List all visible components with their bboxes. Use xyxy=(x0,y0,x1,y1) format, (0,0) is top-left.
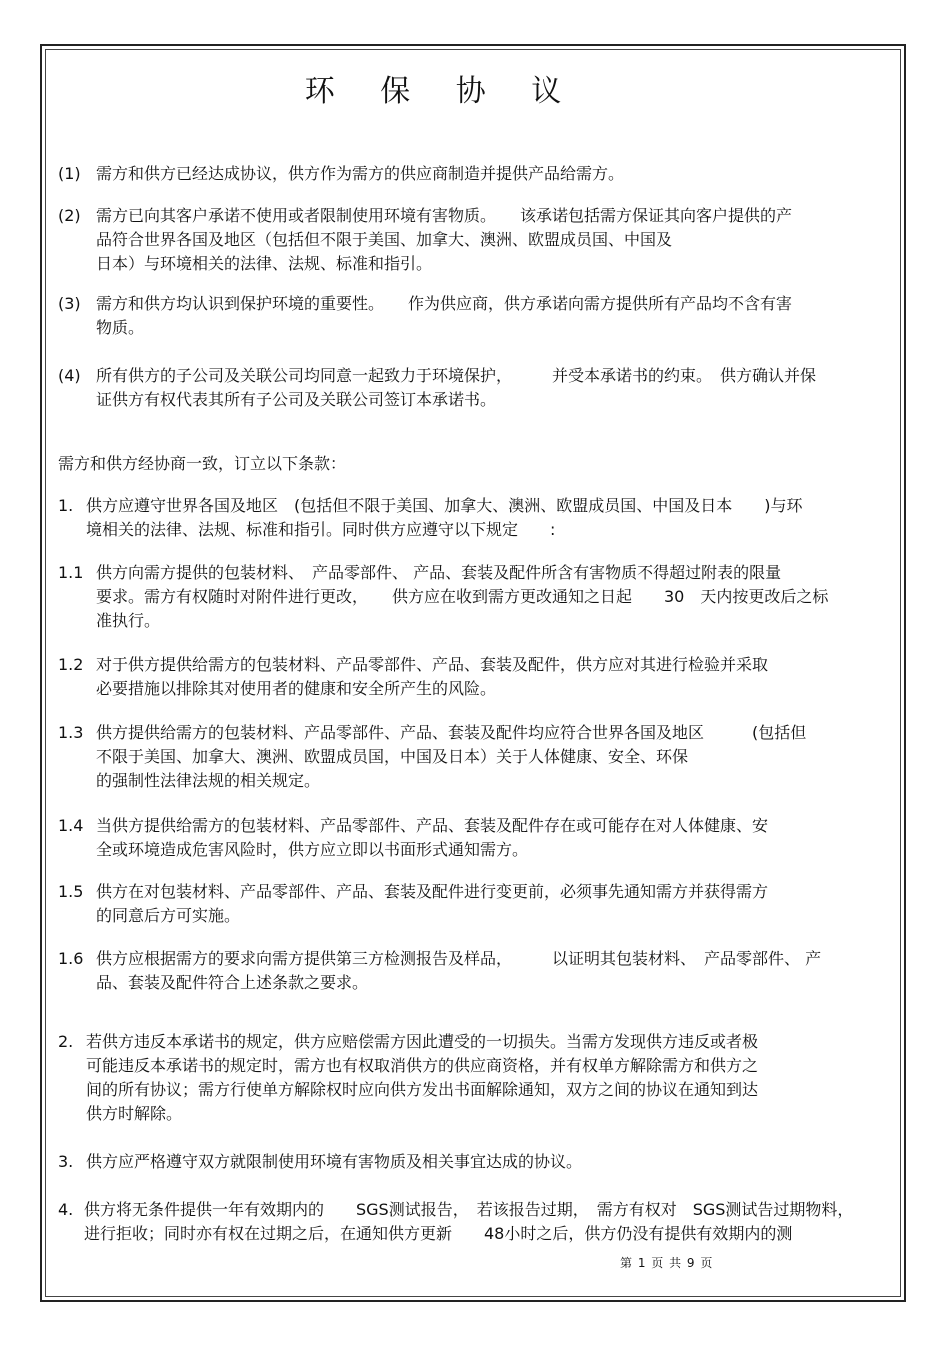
clause-line: 准执行。 xyxy=(96,611,161,630)
intro-item-3 xyxy=(58,292,888,340)
intro-item-number: (3) xyxy=(58,294,81,313)
intro-item-number: (1) xyxy=(58,164,81,183)
clause-line: 若供方违反本承诺书的规定，供方应赔偿需方因此遭受的一切损失。当需方发现供方违反或者极 xyxy=(86,1032,759,1051)
clause-number: 2. xyxy=(58,1032,74,1051)
intro-item-line: 品符合世界各国及地区（包括但不限于美国、加拿大、澳洲、欧盟成员国、中国及 xyxy=(96,230,673,249)
intro-item-line: 需方已向其客户承诺不使用或者限制使用环境有害物质。 该承诺包括需方保证其向客户提供的产 xyxy=(96,206,793,225)
clause-line: 要求。需方有权随时对附件进行更改， 供方应在收到需方更改通知之日起 30 天内按更改后之标 xyxy=(96,587,829,606)
clause-number: 4. xyxy=(58,1200,74,1219)
clause-line: 进行拒收；同时亦有权在过期之后，在通知供方更新 48小时之后，供方仍没有提供有效期内的测 xyxy=(84,1224,793,1243)
clause-number: 1.5 xyxy=(58,882,84,901)
clause-3 xyxy=(58,1150,893,1174)
agreement-intro-text: 需方和供方经协商一致，订立以下条款： xyxy=(58,454,347,473)
agreement-intro xyxy=(58,452,888,476)
clause-1 xyxy=(58,494,893,542)
clause-number: 1.3 xyxy=(58,723,84,742)
clause-number: 1.6 xyxy=(58,949,84,968)
intro-item-line: 所有供方的子公司及关联公司均同意一起致力于环境保护， 并受本承诺书的约束。 供方确认并保 xyxy=(96,366,817,385)
clause-line: 当供方提供给需方的包装材料、产品零部件、产品、套装及配件存在或可能存在对人体健康、安 xyxy=(96,816,769,835)
clause-line: 的同意后方可实施。 xyxy=(96,906,241,925)
clause-1-3 xyxy=(58,721,893,793)
intro-item-4 xyxy=(58,364,888,412)
intro-item-2 xyxy=(58,204,888,276)
clause-1-4 xyxy=(58,814,893,862)
clause-line: 对于供方提供给需方的包装材料、产品零部件、产品、套装及配件，供方应对其进行检验并采取 xyxy=(96,655,769,674)
document-title: 环 保 协 议 xyxy=(304,74,580,109)
intro-item-number: (2) xyxy=(58,206,81,225)
clause-line: 供方应遵守世界各国及地区 (包括但不限于美国、加拿大、澳洲、欧盟成员国、中国及日本 )与环 xyxy=(86,496,803,515)
clause-number: 1.1 xyxy=(58,563,84,582)
clause-number: 1.4 xyxy=(58,816,84,835)
clause-number: 1. xyxy=(58,496,74,515)
clause-1-2 xyxy=(58,653,893,701)
clause-line: 必要措施以排除其对使用者的健康和安全所产生的风险。 xyxy=(96,679,497,698)
clause-number: 1.2 xyxy=(58,655,84,674)
clause-line: 供方在对包装材料、产品零部件、产品、套装及配件进行变更前，必须事先通知需方并获得需方 xyxy=(96,882,769,901)
clause-line: 供方时解除。 xyxy=(86,1104,183,1123)
intro-item-line: 日本）与环境相关的法律、法规、标准和指引。 xyxy=(96,254,433,273)
clause-line: 品、套装及配件符合上述条款之要求。 xyxy=(96,973,369,992)
intro-item-1 xyxy=(58,162,888,186)
clause-1-6 xyxy=(58,947,893,995)
clause-2 xyxy=(58,1030,893,1126)
clause-line: 供方将无条件提供一年有效期内的 SGS测试报告， 若该报告过期， 需方有权对 SGS测试告过期物料， xyxy=(84,1200,854,1219)
clause-line: 供方应根据需方的要求向需方提供第三方检测报告及样品， 以证明其包装材料、 产品零部件、 产 xyxy=(96,949,822,968)
page-footer: 第 1 页 共 9 页 xyxy=(620,1256,714,1270)
clause-line: 可能违反本承诺书的规定时，需方也有权取消供方的供应商资格，并有权单方解除需方和供方之 xyxy=(86,1056,759,1075)
clause-1-5 xyxy=(58,880,893,928)
intro-item-line: 需方和供方已经达成协议，供方作为需方的供应商制造并提供产品给需方。 xyxy=(96,164,625,183)
clause-line: 供方向需方提供的包装材料、 产品零部件、 产品、套装及配件所含有害物质不得超过附表的限量 xyxy=(96,563,782,582)
clause-line: 全或环境造成危害风险时，供方应立即以书面形式通知需方。 xyxy=(96,840,529,859)
clause-line: 的强制性法律法规的相关规定。 xyxy=(96,771,321,790)
clause-line: 境相关的法律、法规、标准和指引。同时供方应遵守以下规定 : xyxy=(86,520,556,539)
clause-4 xyxy=(58,1198,893,1246)
clause-number: 3. xyxy=(58,1152,74,1171)
intro-item-line: 物质。 xyxy=(96,318,145,337)
intro-item-line: 证供方有权代表其所有子公司及关联公司签订本承诺书。 xyxy=(96,390,497,409)
clause-line: 供方应严格遵守双方就限制使用环境有害物质及相关事宜达成的协议。 xyxy=(86,1152,583,1171)
clause-line: 间的所有协议；需方行使单方解除权时应向供方发出书面解除通知，双方之间的协议在通知到达 xyxy=(86,1080,759,1099)
clause-1-1 xyxy=(58,561,893,633)
clause-line: 供方提供给需方的包装材料、产品零部件、产品、套装及配件均应符合世界各国及地区 (包括但 xyxy=(96,723,807,742)
clause-line: 不限于美国、加拿大、澳洲、欧盟成员国，中国及日本）关于人体健康、安全、环保 xyxy=(96,747,689,766)
intro-item-number: (4) xyxy=(58,366,81,385)
intro-item-line: 需方和供方均认识到保护环境的重要性。 作为供应商，供方承诺向需方提供所有产品均不含有害 xyxy=(96,294,793,313)
